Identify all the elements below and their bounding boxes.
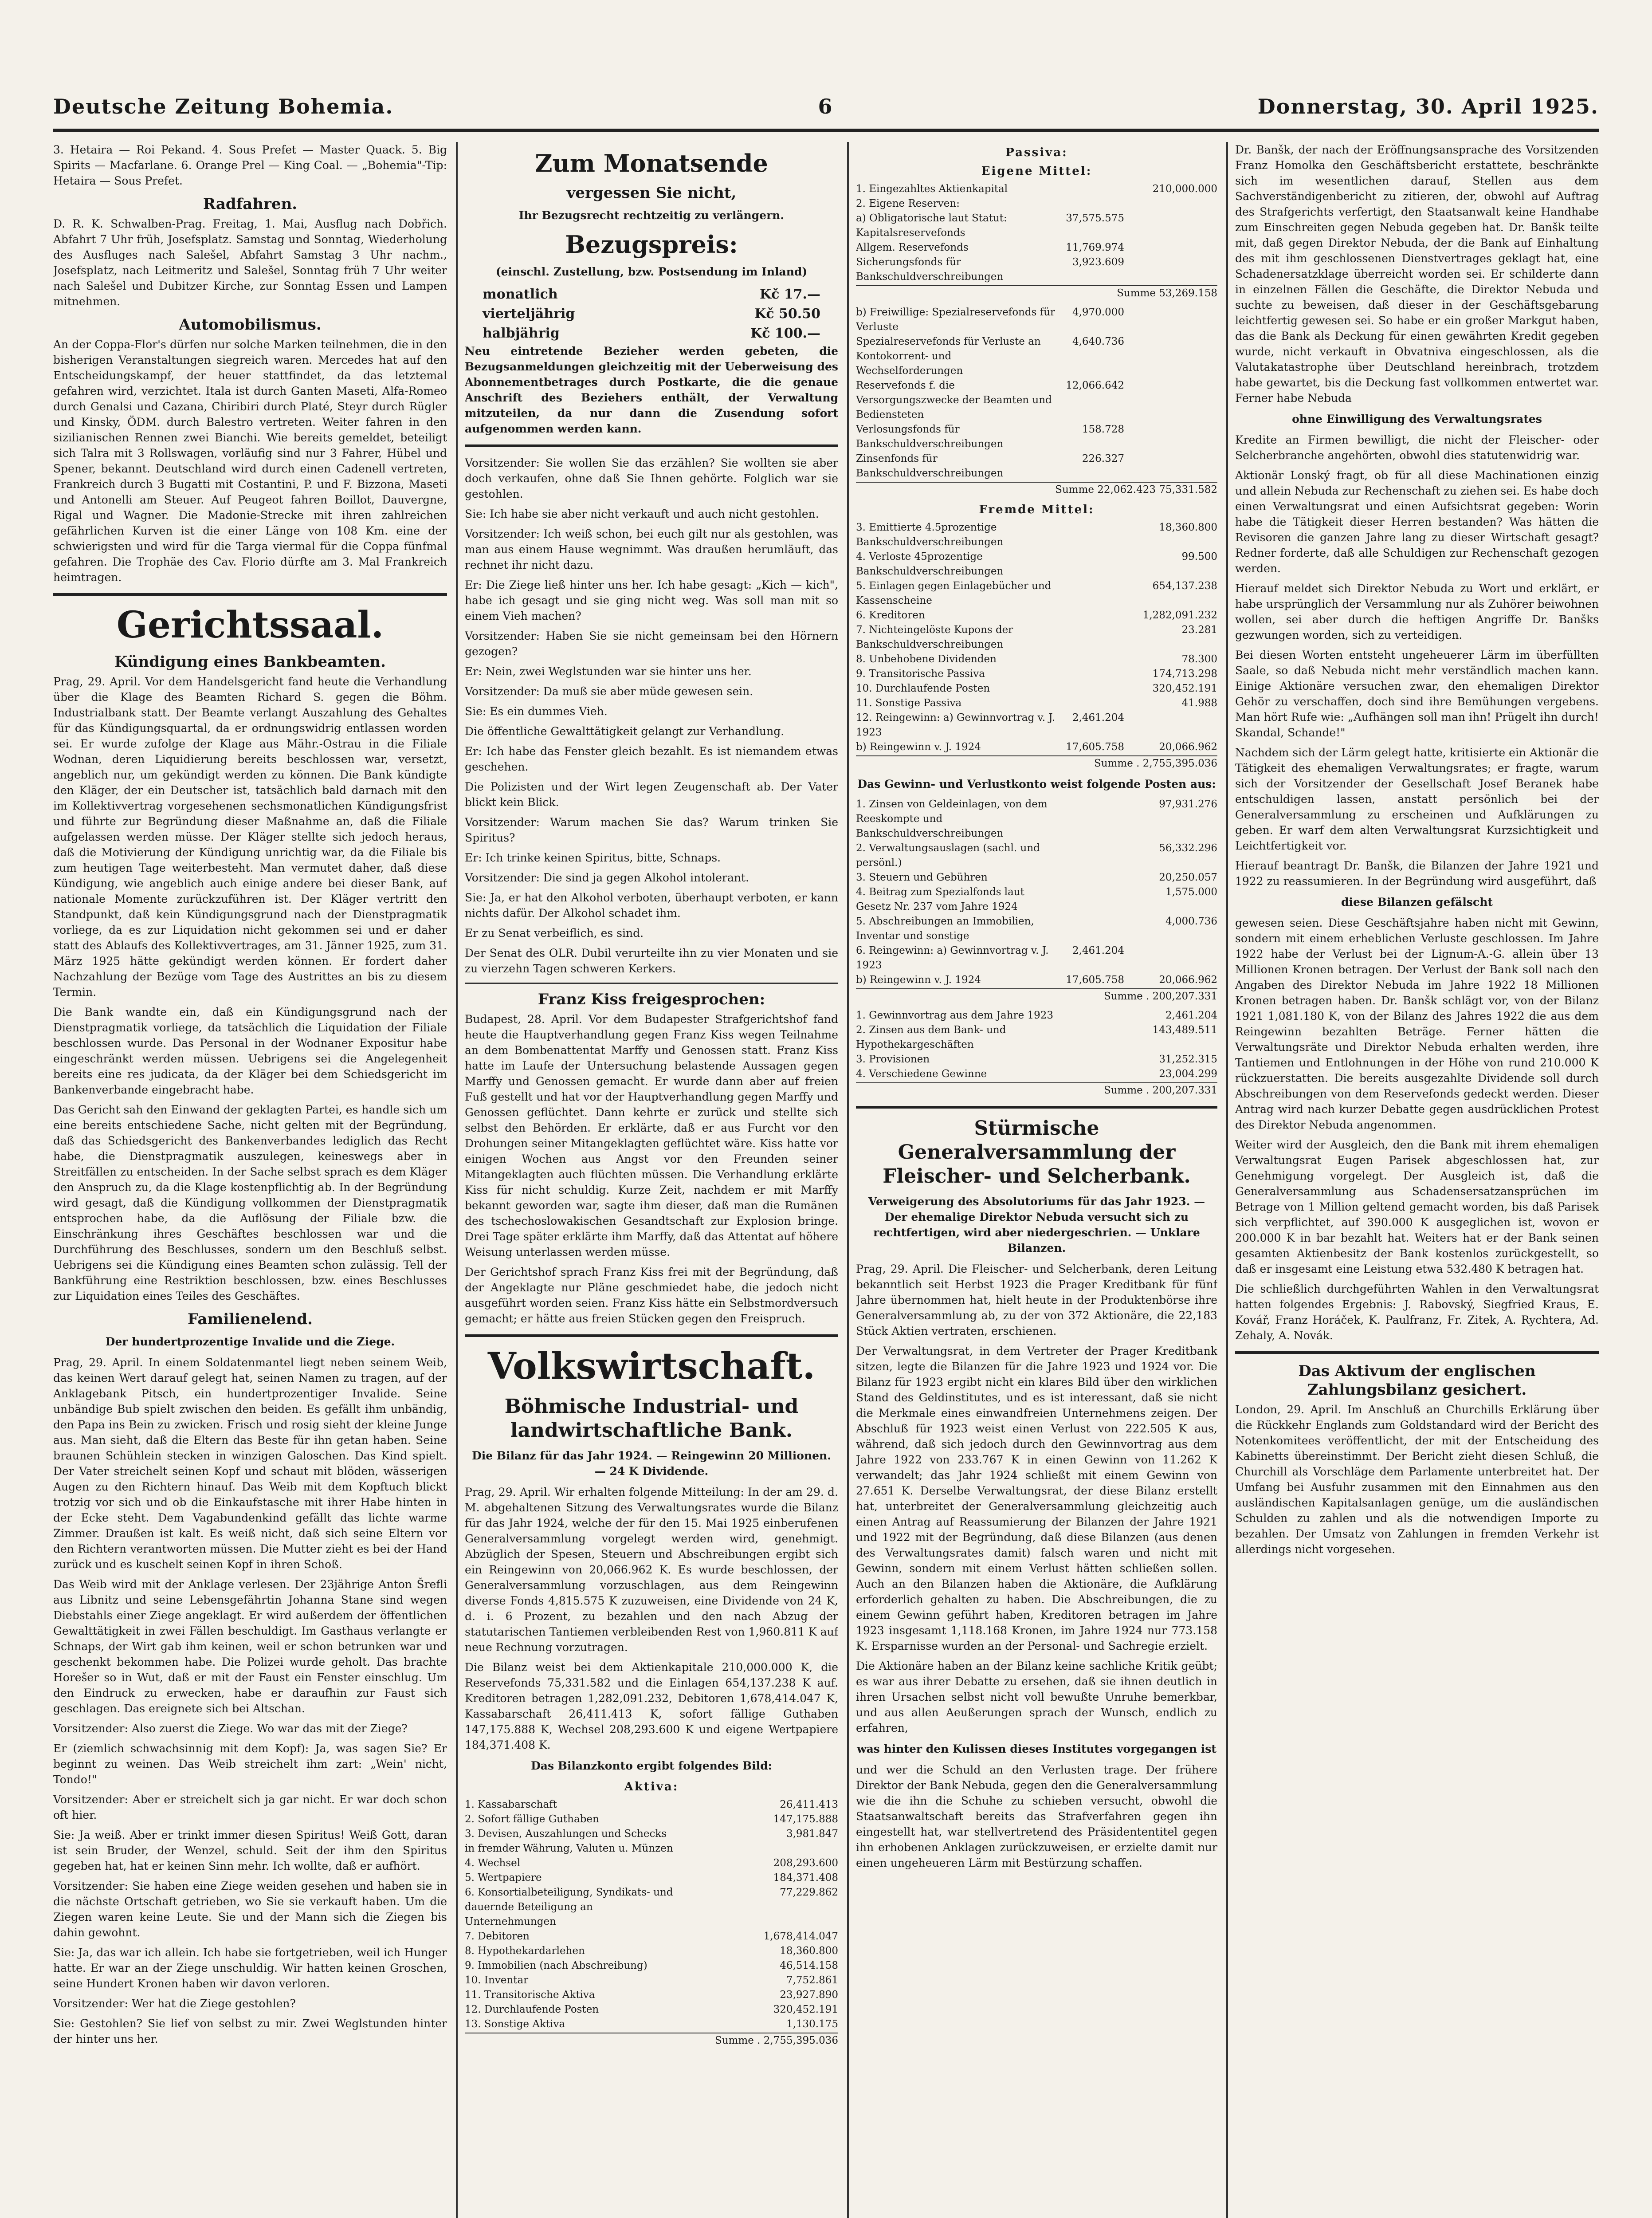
table-cell: 158.728 — [1082, 424, 1124, 435]
table-cell: 1,282,091.232 — [1142, 610, 1217, 621]
table-cell: 7,752.861 — [786, 1974, 838, 1986]
table-row — [465, 1827, 838, 1856]
paragraph: Vorsitzender: Aber er streichelt sich ja gar nicht. Er war doch schon oft hier. — [53, 1793, 447, 1821]
table-cell: 4,970.000 — [1072, 307, 1124, 318]
subheading: was hinter den Kulissen dieses Institutes vorgegangen ist — [857, 1742, 1216, 1755]
table-cell: 654,137.238 — [1152, 580, 1217, 592]
table-row — [856, 623, 1217, 652]
table-cell: 18,360.800 — [780, 1945, 838, 1957]
heading-gerichtssaal: Gerichtssaal. — [116, 604, 384, 646]
subheading: Verweigerung des Absolutoriums für das Jahr 1923. — Der ehemalige Direktor Nebuda versucht sich zu rechtfertigen, wird aber niedergeschrien. — Unklare Bilanzen. — [868, 1195, 1205, 1255]
table-sum: Summe 22,062.423 75,331.582 — [856, 482, 1217, 497]
table-cell — [1124, 944, 1217, 973]
table-row — [856, 608, 1217, 623]
table-cell: 41.988 — [1181, 697, 1217, 709]
paragraph: Die Bank wandte ein, daß ein Kündigungsgrund nach der Dienstpragmatik vorliege, da tatsächlich die Liquidation der Filiale beschlossen wurde. Das Personal in der Wodnaner Expositur habe eingeschränkt werden müssen. Uebrigens sei die Angelegenheit bereits eine res judicata, da der Kläger bei dem Schiedsgericht im Bankenverbande eingebracht habe. — [53, 1006, 447, 1096]
table-cell — [679, 2017, 745, 2032]
subheading: ohne Einwilligung des Verwaltungsrates — [1292, 413, 1542, 425]
table-cell: 1. Gewinnvortrag aus dem Jahre 1923 — [856, 1010, 1054, 1021]
table-cell: 5. Einlagen gegen Einlagebücher und Kassenscheine — [856, 580, 1052, 606]
subheading: (einschl. Zustellung, bzw. Postsendung im Inland) — [495, 265, 808, 278]
table-cell: 4. Verloste 45prozentige Bankschuldverschreibungen — [856, 551, 1004, 577]
price-row: halbjährig Kč 100.— — [483, 326, 820, 341]
table-row — [465, 1973, 838, 1988]
table-cell — [1124, 422, 1217, 452]
section-rule — [465, 1334, 838, 1337]
table-cell — [1124, 197, 1217, 211]
table-cell: 3. Provisionen — [856, 1054, 930, 1065]
paragraph: Sie: Gestohlen? Sie lief von selbst zu mir. Zwei Weglstunden hinter der hinter uns her. — [53, 2017, 447, 2045]
dialog-line: Er zu Senat verbeiflich, es sind. — [465, 927, 644, 940]
section-rule — [856, 1106, 1217, 1109]
race-tips: 3. Hetaira — Roi Pekand. 4. Sous Prefet — Master Quack. 5. Big Spirits — Macfarlane. 6. Orange Prel — King Coal. — „Bohemia"-Tip: Hetaira — Sous Prefet. — [53, 143, 447, 187]
table-cell: 12,066.642 — [1066, 380, 1124, 391]
table-cell: Allgem. Reservefonds — [856, 242, 969, 253]
table-cell: 3. Emittierte 4.5prozentige Bankschuldverschreibungen — [856, 522, 1004, 548]
table-row — [465, 1797, 838, 1812]
paragraph: Aktionär Lonský fragt, ob für all diese Machinationen einzig und allein Nebuda zur Rechenschaft zu ziehen sei. Es habe doch einen Verwaltungsrat und einen Aufsichtsrat gegeben: Worin habe die Tätigkeit dieser Herren bestanden? Was hätten die Revisoren die ganzen Jahre lang zu dieser Wirtschaft gesagt? Redner forderte, daß alle Schuldigen zur Rechenschaft gezogen werden. — [1235, 469, 1599, 575]
table-cell: 18,360.800 — [1159, 522, 1217, 533]
paragraph: und wer die Schuld an den Verlusten trage. Der frühere Direktor der Bank Nebuda, gegen den die Generalversammlung wie die ihn die Schuhe zu schieben versucht, obwohl die Staatsanwaltschaft bereits das Strafverfahren gegen ihn eingestellt hat, war stellvertretend des Präsidententitel gegen ihn erhobenen Anklagen zurückzuweisen, er erzielte damit nur einen ungeheueren Lärm mit Bestürzung schaffen. — [856, 1763, 1217, 1869]
table-cell — [1058, 1023, 1124, 1052]
table-cell — [1058, 797, 1124, 841]
price-row: vierteljährig Kč 50.50 — [483, 306, 820, 322]
paragraph: Prag, 29. April. In einem Soldatenmantel liegt neben seinem Weib, das keinen Wert darauf gelegt hat, seinen Namen zu tragen, auf der Anklagebank Pitsch, ein hundertprozentiger Invalide. Seine unbändige Bub spielt zwischen den beiden. Es gefällt ihm unbändig, den Papa ins Bein zu zwicken. Frisch und rosig sieht der kleine Junge aus. Man sieht, daß die Eltern das Beste für ihn getan haben. Seine braunen Schühlein stecken in winzigen Galoschen. Das Kind spielt. Der Vater streichelt seinen Kopf und schaut mit blöden, wässerigen Augen zu den Richtern hinauf. Das Weib mit dem Kopftuch blickt trotzig vor sich und ob die Einkaufstasche mit ihrer Habe hinten in der Ecke steht. Dem Vagabundenkind gefällt das lichte warme Zimmer. Draußen ist kalt. Es weiß nicht, daß sich seine Eltern vor den Richtern verantworten müssen. Die Mutter zieht es bei der Hand zurück und es kuschelt seinen Kopf in ihren Schoß. — [53, 1356, 447, 1571]
table-cell — [1058, 1008, 1124, 1023]
paragraph: Hierauf meldet sich Direktor Nebuda zu Wort und erklärt, er habe ursprünglich der Versammlung nur als Zuhörer beiwohnen wollen, sei aber durch die heftigen Angriffe Dr. Banšks gezwungen worden, sich zu verteidigen. — [1235, 582, 1599, 641]
heading-monatsende: Zum Monatsende — [535, 149, 768, 177]
table-row — [856, 255, 1217, 284]
table-row — [465, 1944, 838, 1958]
table-cell — [1058, 520, 1124, 550]
table-cell: b) Freiwillige: Spezialreservefonds für Verluste — [856, 307, 1056, 333]
dialog-line: Sie: Ja, er hat den Alkohol verboten, überhaupt verboten, er kann nichts dafür. Der Alkohol schadet ihm. — [465, 891, 838, 920]
table-cell: 226.327 — [1082, 453, 1124, 464]
table-cell: 9. Transitorische Passiva — [856, 668, 985, 680]
table-cell — [1058, 197, 1124, 211]
table-cell: b) Reingewinn v. J. 1924 — [856, 974, 981, 986]
table-cell: 7. Nichteingelöste Kupons der Bankschuldverschreibungen — [856, 624, 1013, 650]
paragraph: Der Gerichtshof sprach Franz Kiss frei mit der Begründung, daß der Angeklagte nur Pläne geschmiedet habe, die jedoch nicht ausgeführt worden seien. Franz Kiss hätte ein Selbstmordversuch gemacht; er hätte aus freien Stücken gegen den Freispruch. — [465, 1266, 838, 1325]
table-cell: 4,640.736 — [1072, 336, 1124, 347]
table-cell: 17,605.758 — [1066, 974, 1124, 986]
paragraph: Hierauf beantragt Dr. Banšk, die Bilanzen der Jahre 1921 und 1922 zu reassumieren. In der Begründung wird ausgeführt, daß — [1235, 859, 1599, 888]
column-divider — [456, 142, 458, 2218]
table-caption: Passiva: — [1005, 146, 1068, 159]
paragraph: gewesen seien. Diese Geschäftsjahre haben nicht mit Gewinn, sondern mit einem erheblichen Verluste geschlossen. Im Jahre 1922 habe der Verlust bei der Lignum-A.-G. allein über 13 Millionen Kronen betragen. Der Verlust der Bank soll nach den Angaben des Direktor Nebuda im Jahre 1922 18 Millionen Kronen betragen haben. Dr. Banšk schlägt vor, von der Bilanz 1921 1,081.180 K, von der Bilanz des Jahres 1922 die aus dem Reingewinn bezahlten Beträge. Ferner hätten die Verwaltungsräte und Direktor Nebuda erhalten werden, ihre Tantiemen und Entlohnungen in der Höhe von rund 210.000 K rückzuerstatten. Die bereits ausgezahlte Dividende soll durch Abschreibungen von dem Reservefonds gedeckt werden. Dieser Antrag wird nach kurzer Debatte gegen ausdrücklichen Protest des Direktor Nebuda angenommen. — [1235, 916, 1599, 1131]
table-cell: 320,452.191 — [1152, 683, 1217, 694]
table-sum: Summe . 2,755,395.036 — [856, 755, 1217, 771]
column-4 — [1235, 142, 1599, 2218]
table-row — [856, 797, 1217, 841]
table-row — [856, 870, 1217, 885]
heading-kuendigung: Kündigung eines Bankbeamten. — [114, 653, 386, 671]
table-row — [856, 711, 1217, 740]
table-cell — [1058, 182, 1124, 197]
table-cell — [1058, 885, 1124, 914]
table-row — [465, 1856, 838, 1871]
paragraph: London, 29. April. Im Anschluß an Churchills Erklärung über die Rückkehr Englands zum Goldstandard wird der Bericht des Notenkomitees veröffentlicht, der mit der Entscheidung des Kabinetts übereinstimmt. Der Bericht zieht diesen Schluß, die Churchill als Vorschläge dem Parlamente unterbreitet hat. Der Umfang bei Ausfuhr zusammen mit den Einnahmen aus den ausländischen Kapitalsanlagen genüge, um die ausländischen Schulden zu zahlen und als die notwendigen Importe zu bezahlen. Der Umsatz von Zahlungen in fremden Verkehr ist allerdings nicht vorgesehen. — [1235, 1403, 1599, 1556]
table-cell — [1124, 334, 1217, 378]
table-row — [856, 1067, 1217, 1081]
dialog-line: Die öffentliche Gewalttätigkeit gelangt zur Verhandlung. — [465, 725, 785, 738]
heading-volkswirtschaft: Volkswirtschaft. — [487, 1345, 816, 1388]
table-cell: Spezialreservefonds für Verluste an Kontokorrent- und Wechselforderungen — [856, 336, 1041, 377]
paragraph: Die schließlich durchgeführten Wahlen in den Verwaltungsrat hatten folgendes Ergebnis: J. Rabovský, Siegfried Kraus, E. Kovář, Franz Horáček, K. Paulfranz, Fr. Zitek, A. Rychtera, Ad. Zehaly, A. Novák. — [1235, 1282, 1599, 1342]
heading-bezugspreis: Bezugspreis: — [565, 230, 738, 259]
table-row — [856, 696, 1217, 711]
table-cell: 97,931.276 — [1159, 798, 1217, 810]
table-cell: 12. Durchlaufende Posten — [465, 2004, 599, 2015]
table-cell: 10. Inventar — [465, 1974, 529, 1986]
heading-familienelend: Familienelend. — [188, 1310, 313, 1328]
table-cell: 8. Unbehobene Dividenden — [856, 653, 997, 665]
table-cell — [1058, 870, 1124, 885]
table-cell: 3,981.847 — [786, 1828, 838, 1840]
table-cell: b) Reingewinn v. J. 1924 — [856, 741, 981, 753]
table-cell — [679, 1871, 745, 1885]
table-row — [465, 1988, 838, 2002]
table-cell — [1058, 652, 1124, 667]
table-cell — [1124, 211, 1217, 240]
issue-date: Donnerstag, 30. April 1925. — [1257, 94, 1599, 118]
table-cell: 31,252.315 — [1159, 1054, 1217, 1065]
table-row — [856, 740, 1217, 755]
page-header — [53, 89, 1599, 124]
table-cell: 1,575.000 — [1165, 886, 1217, 898]
dialog-line: Vorsitzender: Haben Sie sie nicht gemeinsam bei den Hörnern gezogen? — [465, 629, 838, 658]
dialog-line: Die Polizisten und der Wirt legen Zeugenschaft ab. Der Vater blickt kein Blick. — [465, 780, 838, 809]
table-cell — [1058, 667, 1124, 681]
heading-automobilismus: Automobilismus. — [179, 316, 322, 334]
table-row — [856, 550, 1217, 579]
table-cell: Verlosungsfonds für Bankschuldverschreibungen — [856, 424, 1004, 450]
article-automobilismus: An der Coppa-Flor's dürfen nur solche Marken teilnehmen, die in den bisherigen Veranstaltungen siegreich waren. Mercedes hat auf den Entscheidungskampf, der heuer stattfindet, da das letztemal gefahren wird, verzichtet. Itala ist durch Ganten Maseti, Alfa-Romeo durch Genalsi und Cazana, Chiribiri durch Platé, Steyr durch Rügler und Kinsky, ÖDM. durch Balestro vertreten. Weiter fahren in den sizilianischen Rennen zwei Bianchi. Wie bereits gemeldet, beteiligt sich Talra mit 3 Rollswagen, vorläufig sind nur 3 Fahrer, Hübel und Spener, bekannt. Deutschland wird durch einen Cadenell vertreten, Frankreich durch 3 Bugatti mit Costantini, P. und F. Bizzona, Maseti und Antonelli am Steuer. Auf Peugeot fahren Boillot, Dauvergne, Rigal und Wagner. Die Madonie-Strecke mit ihren zahlreichen gefährlichen Kurven ist die einer Länge von 108 Km. eine der schwierigsten und wird für die Targa viermal für die Coppa fünfmal gefahren. Die Trophäe des Cav. Florio dürfte am 3. Mal Frankreich heimtragen. — [53, 338, 447, 584]
dialog-line: Vorsitzender: Warum machen Sie das? Warum trinken Sie Spiritus? — [465, 816, 838, 844]
table-cell: 1. Kassabarschaft — [465, 1799, 557, 1810]
table-cell — [1058, 1052, 1124, 1067]
paragraph: Weiter wird der Ausgleich, den die Bank mit ihrem ehemaligen Verwaltungsrat Eugen Parisek abgeschlossen hat, zur Genehmigung vorgelegt. Der Ausgleich ist, daß die Generalversammlung aus Schadensersatzansprüchen im Betrage von 1 Million geltend gemacht worden, bis daß Parisek sich verpflichtet, auf 390.000 K ausgeglichen ist, wovon er 200.000 K in bar bezahlt hat. Weiters hat er der Bank seinen gesamten Aktienbesitz der Bank kostenlos zurückgestellt, so daß er insgesamt eine Leistung etwa 532.480 K betragen hat. — [1235, 1138, 1599, 1275]
table-cell — [1058, 608, 1124, 623]
table-cell: 2. Verwaltungsauslagen (sachl. und persönl.) — [856, 842, 1040, 869]
table-cell: 143,489.511 — [1152, 1024, 1217, 1036]
gv-table — [856, 1008, 1217, 1081]
table-cell: 5. Abschreibungen an Immobilien, Inventar und sonstige — [856, 916, 1034, 942]
table-cell: 1,678,414.047 — [763, 1931, 838, 1942]
table-row — [465, 1812, 838, 1827]
dialog-line: Er: Die Ziege ließ hinter uns her. Ich habe gesagt: „Kich — kich", habe ich gesagt und sie ging nicht weg. Was soll man mit so einem Vieh machen? — [465, 578, 838, 622]
table-cell: 1. Zinsen von Geldeinlagen, von dem Reeskompte und Bankschuldverschreibungen — [856, 798, 1048, 839]
table-row — [465, 2017, 838, 2032]
section-rule — [465, 983, 838, 984]
table-row — [856, 944, 1217, 973]
heading-bank: Böhmische Industrial- und landwirtschaftliche Bank. — [504, 1395, 799, 1442]
subheading: Das Gewinn- und Verlustkonto weist folgende Posten aus: — [857, 778, 1216, 790]
table-cell — [1058, 1067, 1124, 1081]
table-sum: Summe . 200,207.331 — [856, 988, 1217, 1004]
table-cell — [1058, 681, 1124, 696]
paragraph: Prag, 29. April. Vor dem Handelsgericht fand heute die Verhandlung über die Klage des Beamten Richard S. gegen die Böhm. Industrialbank statt. Der Beamte verlangt Auszahlung des Gehaltes für das Kündigungsquartal, da er ordnungswidrig entlassen worden sei. Er wurde zufolge der Klage aus Mähr.-Ostrau in die Filiale Wodnan, deren Liquidierung bereits beschlossen war, versetzt, angeblich nur, um gekündigt werden zu können. Die Bank kündigte den Kläger, der ein Deutscher ist, tatsächlich bald darnach mit den im Kollektivvertrag vorgesehenen sechsmonatlichen Kündigungsfrist und führte zur Begründung dieser Maßnahme an, daß die Filiale aufgelassen werden müsse. Der Kläger stellte sich jedoch heraus, daß die Motivierung der Kündigung unrichtig war, da die Filiale bis zum heutigen Tage weiterbesteht. Man vermutet daher, daß diese Kündigung, wie angeblich auch einige andere bei dieser Bank, auf nationale Momente zurückzuführen ist. Der Kläger vertritt den Standpunkt, daß kein Kündigungsgrund nach der Dienstpragmatik vorliege, da es zur Liquidation nicht gekommen sei und er daher statt des Ablaufs des Kollektivvertrages, am 31. Jänner 1925, zum 31. März 1925 hätte gekündigt werden können. Er fordert daher Nachzahlung der Bezüge vom Tage des Austrittes an bis zu diesem Termin. — [53, 675, 447, 999]
table-cell: 184,371.408 — [773, 1872, 838, 1884]
dialog-line: Er: Ich habe das Fenster gleich bezahlt. Es ist niemandem etwas geschehen. — [465, 745, 838, 773]
table-row — [856, 334, 1217, 378]
table-cell: 11,769.974 — [1066, 242, 1124, 253]
dialog-line: Er: Nein, zwei Weglstunden war sie hinter uns her. — [465, 665, 752, 678]
subheading: Die Bilanz für das Jahr 1924. — Reingewinn 20 Millionen. — 24 K Dividende. — [472, 1449, 831, 1478]
paragraph: Er (ziemlich schwachsinnig mit dem Kopf): Ja, was sagen Sie? Er beginnt zu weinen. Das Weib streichelt ihm zart: „Wein' nicht, Tondo!" — [53, 1742, 447, 1786]
table-cell: 4,000.736 — [1165, 916, 1217, 927]
table-cell — [1124, 452, 1217, 481]
fremde-table — [856, 520, 1217, 755]
dialog-line: Vorsitzender: Da muß sie aber müde gewesen sein. — [465, 685, 753, 698]
heading-radfahren: Radfahren. — [203, 195, 298, 213]
table-cell: 26,411.413 — [780, 1799, 838, 1810]
table-cell: 23.281 — [1181, 624, 1217, 636]
table-cell — [679, 2002, 745, 2017]
table-row — [856, 305, 1217, 334]
table-cell: 78.300 — [1181, 653, 1217, 665]
table-cell: 6. Konsortialbeteiligung, Syndikats- und dauernde Beteiligung an Unternehmungen — [465, 1887, 673, 1927]
freiwillig-table — [856, 305, 1217, 481]
table-cell: 20,066.962 — [1159, 974, 1217, 986]
table-caption: Eigene Mittel: — [981, 165, 1092, 178]
table-row — [856, 197, 1217, 211]
paragraph: Budapest, 28. April. Vor dem Budapester Strafgerichtshof fand heute die Hauptverhandlung gegen Franz Kiss wegen Teilnahme an dem Bombenattentat Marffy und Genossen statt. Franz Kiss hatte im Laufe der Untersuchung belastende Aussagen gegen Marffy und Genossen gemacht. Er wurde dann aber auf freien Fuß gestellt und hat vor der Hauptverhandlung gegen Marffy und Genossen geflüchtet. Dann kehrte er zurück und stellte sich selbst den Behörden. Er erklärte, daß er aus Furcht vor den Drohungen seiner Mitangeklagten geflüchtet wäre. Kiss hatte vor einigen Wochen aus Angst vor den Freunden seiner Mitangeklagten auch flüchten müssen. Die Verhandlung erklärte Kiss für nicht schuldig. Kurze Zeit, nachdem er mit Marffy bekannt geworden war, sagte ihm dieser, daß man die Rumänen des tschechoslowakischen Gesandtschaft zur Explosion bringe. Drei Tage später erklärte ihm Marffy, daß das Attentat auf höhere Weisung unterlassen werden müsse. — [465, 1013, 838, 1258]
paragraph: Neu eintretende Bezieher werden gebeten, die Bezugsanmeldungen gleichzeitig mit der Ueberweisung des Abonnementbetrages durch Postkarte, die die genaue Anschrift des Beziehers enthält, der Verwaltung mitzuteilen, da nur dann die Zusendung sofort aufgenommen werden kann. — [465, 345, 838, 435]
paragraph: Kredite an Firmen bewilligt, die nicht der Fleischer- oder Selcherbranche angehörten, obwohl dies statutenwidrig war. — [1235, 433, 1599, 462]
header-rule — [53, 129, 1599, 132]
paragraph: Die Bilanz weist bei dem Aktienkapitale 210,000.000 K, die Reservefonds 75,331.582 und die Einlagen 654,137.238 K auf. Kreditoren betragen 1,282,091.232, Debitoren 1,678,414.047 K, Kassabarschaft 26,411.413 K, sofort fällige Guthaben 147,175.888 K, Wechsel 208,293.600 K und eigene Wertpapiere 184,371.408 K. — [465, 1661, 838, 1751]
subheading: diese Bilanzen gefälscht — [1341, 896, 1493, 908]
paragraph: Bei diesen Worten entsteht ungeheuerer Lärm im überfüllten Saale, so daß Nebuda nicht mehr verständlich machen kann. Einige Aktionäre versuchen zwar, den ehemaligen Direktor Gehör zu verschaffen, doch sind ihre Bemühungen vergebens. Man hört Rufe wie: „Aufhängen soll man ihn! Prügelt ihn durch! Skandal, Schande!" — [1235, 649, 1599, 739]
table-row — [856, 914, 1217, 944]
paragraph: Nachdem sich der Lärm gelegt hatte, kritisierte ein Aktionär die Tätigkeit des ehemaligen Verwaltungsrates; er fragte, warum sich der Vorsitzender der Gesellschaft Josef Beranek habe entschuldigen lassen, anstatt persönlich bei der Generalversammlung zu erscheinen und Aufklärungen zu geben. Er warf dem alten Verwaltungsrat Kurzsichtigkeit und Leichtfertigkeit vor. — [1235, 746, 1599, 852]
paragraph: Dr. Banšk, der nach der Eröffnungsansprache des Vorsitzenden Franz Homolka den Geschäftsbericht erstattete, beschränkte sich im wesentlichen darauf, Stellen aus dem Sachverständigenbericht zu zitieren, der, obwohl auf Auftrag des Strafgerichts verfertigt, den Staatsanwalt keine Handhabe zum Einschreiten gegen Nebuda gegeben hat. Dr. Banšk teilte mit, daß gegen Direktor Nebuda, der die Bank auf Einhaltung des mit ihm geschlossenen Dienstvertrages geklagt hat, eine Schadenersatzklage überreicht worden sei. Er schilderte dann in einzelnen Fällen die Geschäfte, die Direktor Nebuda und suchte zu beweisen, daß dieser in der Geschäftsgebarung leichtfertig gewesen sei. So habe er ein großer Markgut haben, das die Bank als Deckung für einen gewährten Kredit gegeben wurde, nicht verkauft in Obvatniva eingeschlossen, als die Valutakatastrophe über Deutschland hereinbrach, trotzdem habe gewartet, bis die Deckung fast vollkommen entwertet war. Ferner habe Nebuda — [1235, 143, 1599, 405]
table-cell: Zinsenfonds für Bankschuldverschreibungen — [856, 453, 1004, 479]
table-cell — [679, 1973, 745, 1988]
table-cell: 2. Zinsen aus dem Bank- und Hypothekargeschäften — [856, 1024, 1006, 1050]
table-cell: 12. Reingewinn: a) Gewinnvortrag v. J. 1923 — [856, 712, 1056, 738]
column-divider — [847, 142, 849, 2218]
table-row — [856, 182, 1217, 197]
table-cell: 2,461.204 — [1165, 1010, 1217, 1021]
table-cell — [1124, 378, 1217, 422]
table-cell: 4. Beitrag zum Spezialfonds laut Gesetz Nr. 237 vom Jahre 1924 — [856, 886, 1024, 912]
table-cell: 11. Sonstige Passiva — [856, 697, 962, 709]
subheading: Ihr Bezugsrecht rechtzeitig zu verlängern. — [518, 209, 785, 222]
column-3 — [856, 142, 1217, 2218]
table-cell: 11. Transitorische Aktiva — [465, 1989, 595, 2001]
heading-generalversammlung: Stürmische Generalversammlung der Fleischer- und Selcherbank. — [883, 1117, 1191, 1188]
table-cell: 23,927.890 — [780, 1989, 838, 2001]
table-cell: Reservefonds f. die Versorgungszwecke der Beamten und Bediensteten — [856, 380, 1052, 421]
dialog-line: Der Senat des OLR. Dubil verurteilte ihn zu vier Monaten und sie zu vierzehn Tagen schweren Kerkers. — [465, 947, 838, 975]
paragraph: Vorsitzender: Also zuerst die Ziege. Wo war das mit der Ziege? — [53, 1722, 408, 1735]
paper-title: Deutsche Zeitung Bohemia. — [53, 94, 394, 118]
heading-kiss: Franz Kiss freigesprochen: — [538, 991, 765, 1008]
table-cell: 1. Eingezahltes Aktienkapital — [856, 183, 1008, 195]
subheading: Der hundertprozentige Invalide und die Ziege. — [105, 1335, 395, 1348]
paragraph: Sie: Ja, das war ich allein. Ich habe sie fortgetrieben, weil ich Hunger hatte. Er war an der Ziege unschuldig. Wir hatten keinen Groschen, seine Hundert Kronen haben wir davon verloren. — [53, 1946, 447, 1990]
paragraph: Das Gericht sah den Einwand der geklagten Partei, es handle sich um eine bereits entschiedene Sache, nicht gelten mit der Begründung, daß das Schiedsgericht des Bankenverbandes lediglich das Recht habe, die Dienstpragmatik auszulegen, keineswegs aber in Streitfällen zu entscheiden. In der Sache selbst sprach es dem Kläger den Anspruch zu, da die Klage kostenpflichtig ab. In der Begründung wird gesagt, daß die Kündigung vollkommen der Dienstpragmatik entsprochen habe, da die Auflösung der Filiale bzw. die Einschränkung ihres Geschäftes beschlossen war und die Durchführung des Beschlusses, sondern um den Beschluß selbst. Uebrigens sei die Kündigung eines Beamten schon zulässig. Tell der Bankführung eine Restriktion beschlossen, bzw. eines Beschlusses zur Liquidation eines Teiles des Geschäftes. — [53, 1103, 447, 1302]
table-cell — [679, 1812, 745, 1827]
table-cell — [1058, 579, 1124, 608]
dialog-line: Sie: Ich habe sie aber nicht verkauft und auch nicht gestohlen. — [465, 507, 819, 520]
table-cell: 9. Immobilien (nach Abschreibung) — [465, 1960, 647, 1971]
table-cell — [679, 1929, 745, 1944]
table-cell: 6. Reingewinn: a) Gewinnvortrag v. J. 1923 — [856, 945, 1049, 971]
table-caption: Aktiva: — [624, 1780, 679, 1793]
dialog-line: Er: Ich trinke keinen Spiritus, bitte, Schnaps. — [465, 851, 721, 864]
heading-aktivum: Das Aktivum der englischen Zahlungsbilanz gesichert. — [1298, 1362, 1536, 1399]
table-row — [856, 520, 1217, 550]
column-2 — [465, 142, 838, 2218]
article-radfahren: D. R. K. Schwalben-Prag. Freitag, 1. Mai, Ausflug nach Dobřich. Abfahrt 7 Uhr früh, Josefsplatz. Samstag und Sonntag, Wiederholung des Ausfluges nach Salešel, Abfahrt Samstag 3 Uhr nachm., Josefsplatz, nach Leitmeritz und Salešel, Sonntag früh 7 Uhr weiter nach Salešel und Dubitzer Kirche, zur Sonntag Essen und Lampen mitnehmen. — [53, 217, 447, 308]
table-cell — [679, 1958, 745, 1973]
table-row — [465, 1885, 838, 1929]
paragraph: Sie: Ja weiß. Aber er trinkt immer diesen Spiritus! Weiß Gott, daran ist sein Bruder, der Wenzel, schuld. Seit der ihm den Spiritus gegeben hat, hat er keinen Sinn mehr. Ich wollte, daß er aufhört. — [53, 1829, 447, 1872]
table-cell — [1058, 550, 1124, 579]
subheading: Das Bilanzkonto ergibt folgendes Bild: — [531, 1759, 772, 1772]
table-cell: 2. Sofort fällige Guthaben — [465, 1813, 599, 1825]
table-cell: 147,175.888 — [773, 1813, 838, 1825]
gv-table — [856, 797, 1217, 987]
table-cell: 4. Wechsel — [465, 1857, 521, 1869]
paragraph: Vorsitzender: Wer hat die Ziege gestohlen? — [53, 1997, 296, 2010]
table-row — [856, 422, 1217, 452]
dialog-line: Vorsitzender: Die sind ja gegen Alkohol intolerant. — [465, 871, 749, 884]
table-cell: 17,605.758 — [1066, 741, 1124, 753]
table-row — [856, 681, 1217, 696]
paragraph: Das Weib wird mit der Anklage verlesen. Der 23jährige Anton Šrefli aus Libnitz und seine Lebensgefährtin Johanna Stane sind wegen Diebstahls einer Ziege angeklagt. Er wird außerdem der öffentlichen Gewalttätigkeit in zwei Fällen beschuldigt. Im Gasthaus verlangte er Schnaps, der Wirt gab ihm keinen, weil er schon betrunken war und geschenkt bekommen habe. Die Polizei wurde geholt. Das brachte Horešer so in Wut, daß er mit der Faust ein Fenster einschlug. Um den Eindruck zu erwecken, habe er daraufhin zur Faust sich geschlagen. Das ereignete sich bei Altschan. — [53, 1578, 447, 1715]
table-sum: Summe 53,269.158 — [856, 285, 1217, 301]
table-cell: 4. Verschiedene Gewinne — [856, 1068, 987, 1080]
table-cell: Sicherungsfonds für Bankschuldverschreibungen — [856, 256, 1004, 283]
dialog-line: Sie: Es ein dummes Vieh. — [465, 705, 608, 718]
table-cell — [1058, 841, 1124, 870]
paragraph: Prag, 29. April. Die Fleischer- und Selcherbank, deren Leitung bekanntlich seit Herbst 1923 die Prager Kreditbank für fünf Jahre übernommen hat, hielt heute in der Produktenbörse ihre Generalversammlung ab, zu der von 372 Aktionäre, die 22,183 Stück Aktien vertraten, erschienen. — [856, 1262, 1217, 1337]
table-cell: 56,332.296 — [1159, 842, 1217, 854]
table-cell: 77,229.862 — [780, 1887, 838, 1898]
table-cell: 99.500 — [1181, 551, 1217, 562]
table-row — [856, 211, 1217, 240]
eigene-table — [856, 182, 1217, 284]
table-cell: 20,066.962 — [1159, 741, 1217, 753]
table-cell: 1,130.175 — [786, 2018, 838, 2030]
table-cell: 320,452.191 — [773, 2004, 838, 2015]
court-dialog — [465, 455, 838, 976]
table-cell — [1058, 914, 1124, 944]
table-cell: 13. Sonstige Aktiva — [465, 2018, 565, 2030]
table-row — [856, 378, 1217, 422]
table-cell: 37,575.575 — [1066, 212, 1124, 224]
table-row — [856, 240, 1217, 255]
table-row — [465, 1929, 838, 1944]
table-cell — [679, 1827, 745, 1856]
table-cell — [679, 1856, 745, 1871]
table-sum: Summe . 2,755,395.036 — [465, 2033, 838, 2048]
section-rule — [53, 593, 447, 596]
section-rule — [465, 444, 838, 447]
subheading: vergessen Sie nicht, — [566, 184, 737, 202]
table-row — [465, 1871, 838, 1885]
table-cell — [679, 1944, 745, 1958]
section-rule — [1235, 1351, 1599, 1354]
table-row — [856, 841, 1217, 870]
table-cell: a) Obligatorische laut Statut: Kapitalsreservefonds — [856, 212, 1007, 239]
table-row — [465, 1958, 838, 1973]
table-cell: 210,000.000 — [1152, 183, 1217, 195]
table-cell: 8. Hypothekardarlehen — [465, 1945, 585, 1957]
table-row — [856, 1008, 1217, 1023]
table-cell: 5. Wertpapiere — [465, 1872, 542, 1884]
table-cell — [679, 1797, 745, 1812]
dialog-line: Vorsitzender: Sie wollen Sie das erzählen? Sie wollten sie aber doch verkaufen, ohne daß Sie Ihnen gehörte. Folglich war sie gestohlen. — [465, 456, 838, 500]
paragraph: Der Verwaltungsrat, in dem Vertreter der Prager Kreditbank sitzen, legte die Bilanzen für die Jahre 1923 und 1924 vor. Die Bilanz für 1923 ergibt nicht ein klares Bild über den wirklichen Stand des Geldinstitutes, und es ist interessant, daß sie nicht die Merkmale eines einwandfreien Unternehmens zeigen. Der Abschluß für 1923 weist einen Verlust von 222.505 K aus, während, daß sich jedoch durch den Gewinnvortrag aus dem Jahre 1922 von 233.767 K in einen Gewinn von 11.262 K verwandelt; das Jahr 1924 schließt mit einem Gewinn von 27.651 K. Derselbe Verwaltungsrat, der diese Bilanz erstellt hat, unterbreitet der Generalversammlung gleichzeitig auch einen Antrag auf Reassumierung der Bilanzen der Jahre 1921 und 1922 mit der Begründung, daß diese Bilanzen (aus denen des Verwaltungsrates damit) falsch waren und nicht mit Gewinn, sondern mit einem Verlust hätten schließen sollen. Auch an den Bilanzen haben die Aktionäre, die Aufklärung erforderlich gehalten zu haben. Die Abschreibungen, die zu einem Gewinn geführt haben, Kreditoren betragen im Jahre 1923 insgesamt 1,118.168 Kronen, im Jahre 1924 nur 773.158 K. Ersparnisse wurden an der Personal- und Sachregie erzielt. — [856, 1345, 1217, 1652]
table-row — [856, 452, 1217, 481]
table-cell — [1124, 240, 1217, 255]
table-cell — [1058, 623, 1124, 652]
dialog-line: Vorsitzender: Ich weiß schon, bei euch gilt nur als gestohlen, was man aus einem Hause wegnimmt. Was draußen herumläuft, das rechnet ihr nicht dazu. — [465, 527, 838, 571]
column-1 — [53, 142, 447, 2218]
table-row — [856, 1023, 1217, 1052]
aktiva-table — [465, 1797, 838, 2032]
table-cell: 20,250.057 — [1159, 872, 1217, 883]
table-row — [856, 652, 1217, 667]
price-row: monatlich Kč 17.— — [483, 287, 820, 302]
table-cell: 208,293.600 — [773, 1857, 838, 1869]
table-cell: 3,923.609 — [1072, 256, 1124, 268]
table-cell — [679, 1988, 745, 2002]
paragraph: Die Aktionäre haben an der Bilanz keine sachliche Kritik geübt; es war aus ihrer Debatte zu ersehen, daß sie ihnen deutlich in ihren Ursachen selbst nicht voll bewußte Unruhe bemerkbar, und aus allen Aeußerungen sprach der Wunsch, endlich zu erfahren, — [856, 1660, 1217, 1734]
page-number: 6 — [818, 94, 833, 118]
table-cell: 3. Devisen, Auszahlungen und Schecks in fremder Währung, Valuten u. Münzen — [465, 1828, 673, 1854]
table-cell — [1124, 255, 1217, 284]
table-cell: 10. Durchlaufende Posten — [856, 683, 990, 694]
table-cell: 7. Debitoren — [465, 1931, 530, 1942]
table-caption: Fremde Mittel: — [979, 503, 1095, 516]
table-row — [856, 667, 1217, 681]
table-row — [856, 973, 1217, 987]
table-cell: 23,004.299 — [1159, 1068, 1217, 1080]
price-list — [465, 285, 838, 343]
table-cell: 2. Eigene Reserven: — [856, 198, 960, 209]
table-cell: 3. Steuern und Gebühren — [856, 872, 988, 883]
table-cell — [1124, 305, 1217, 334]
paragraph: Prag, 29. April. Wir erhalten folgende Mitteilung: In der am 29. d. M. abgehaltenen Sitzung des Verwaltungsrates wurde die Bilanz für das Jahr 1924, welche der für den 15. Mai 1925 einberufenen Generalversammlung vorgelegt werden wird, genehmigt. Abzüglich der Spesen, Steuern und Abschreibungen ergibt sich ein Reingewinn von 20,066.962 K. Es wurde beschlossen, der Generalversammlung vorzuschlagen, aus dem Reingewinn diverse Fonds 4,815.575 K zuzuweisen, eine Dividende von 24 K, d. i. 6 Prozent, zu bezahlen und den nach Abzug der statutarischen Tantiemen verbleibenden Rest von 1,960.811 K auf neue Rechnung vorzutragen. — [465, 1486, 838, 1654]
table-sum: Summe . 200,207.331 — [856, 1082, 1217, 1098]
table-row — [465, 2002, 838, 2017]
column-divider — [1226, 142, 1228, 2218]
table-cell: 2,461.204 — [1072, 945, 1124, 956]
table-cell: 6. Kreditoren — [856, 610, 925, 621]
table-cell — [679, 1885, 745, 1929]
paragraph: Vorsitzender: Sie haben eine Ziege weiden gesehen und haben sie in die nächste Ortschaft getrieben, wo Sie sie verkauft haben. Um die Ziegen waren keine Leute. Sie und der Mann sich die Ziegen bis dahin gewohnt. — [53, 1880, 447, 1939]
table-cell: 2,461.204 — [1072, 712, 1124, 724]
table-cell — [1058, 696, 1124, 711]
table-cell: 46,514.158 — [780, 1960, 838, 1971]
table-cell: 174,713.298 — [1152, 668, 1217, 680]
table-row — [856, 579, 1217, 608]
table-row — [856, 885, 1217, 914]
table-cell — [1124, 711, 1217, 740]
table-row — [856, 1052, 1217, 1067]
